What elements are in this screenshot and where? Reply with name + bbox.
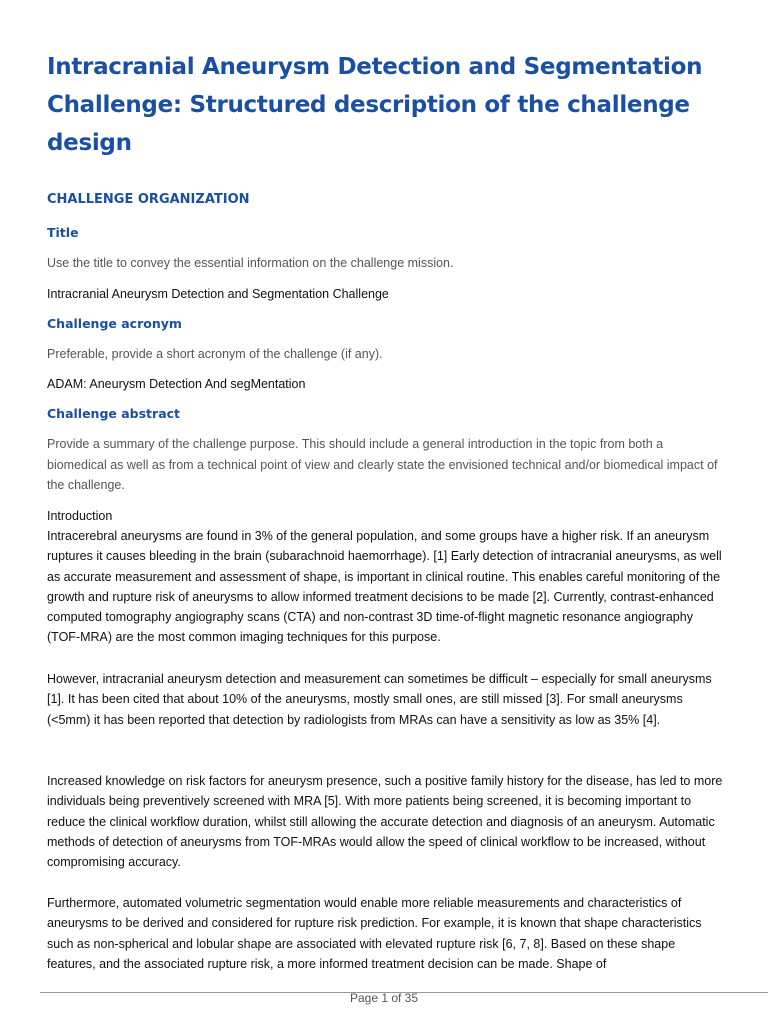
field-answer-acronym: ADAM: Aneurysm Detection And segMentation (47, 377, 306, 391)
document-title: Intracranial Aneurysm Detection and Segmentation Challenge: Structured description of the challenge design (47, 54, 703, 156)
body-paragraph-3: Increased knowledge on risk factors for aneurysm presence, such a positive family history for the disease, has led to more individuals being preventively screened with MRA [5]. With more patients being screened, it is becoming important to reduce the clinical workflow duration, whilst still allowing the accurate detection and diagnosis of an aneurysm. Automatic methods of detection of aneurysms from TOF-MRAs would allow the speed of clinical workflow to be increased, without compromising accuracy. (47, 774, 723, 870)
section-heading-challenge-organization: CHALLENGE ORGANIZATION (47, 192, 250, 207)
field-hint-abstract: Provide a summary of the challenge purpose. This should include a general introduction in the topic from both a biomedical as well as from a technical point of view and clearly state the envisioned technical and/or biomedical impact of the challenge. (47, 437, 718, 492)
field-heading-acronym: Challenge acronym (47, 316, 182, 331)
page-number: Page 1 of 35 (349, 991, 419, 1005)
field-hint-acronym: Preferable, provide a short acronym of the challenge (if any). (47, 347, 383, 361)
body-paragraph-4: Furthermore, automated volumetric segmentation would enable more reliable measurements and characteristics of aneurysms to be derived and considered for rupture risk prediction. For example, it is known that shape characteristics such as non-spherical and lobular shape are associated with elevated rupture risk [6, 7, 8]. Based on these shape features, and the associated rupture risk, a more informed treatment decision can be made. Shape of (47, 896, 702, 971)
field-hint-title: Use the title to convey the essential information on the challenge mission. (47, 256, 454, 270)
field-heading-title: Title (47, 225, 79, 240)
field-heading-abstract: Challenge abstract (47, 406, 181, 421)
body-paragraph-2: However, intracranial aneurysm detection and measurement can sometimes be difficult – especially for small aneurysms [1]. It has been cited that about 10% of the aneurysms, mostly small ones, are still missed [3]. For small aneurysms (<5mm) it has been reported that detection by radiologists from MRAs can have a sensitivity as low as 35% [4]. (47, 672, 712, 727)
field-answer-title: Intracranial Aneurysm Detection and Segmentation Challenge (47, 287, 389, 301)
body-paragraph-1: Intracerebral aneurysms are found in 3% of the general population, and some groups have a higher risk. If an aneurysm ruptures it causes bleeding in the brain (subarachnoid haemorrhage). [1] Early detection of intracranial aneurysms, as well as accurate measurement and assessment of shape, is important in clinical routine. This enables careful monitoring of the growth and rupture risk of aneurysms to allow informed treatment decisions to be made [2]. Currently, contrast-enhanced computed tomography angiography scans (CTA) and non-contrast 3D time-of-flight magnetic resonance angiography (TOF-MRA) are the most common imaging techniques for this purpose. (47, 529, 722, 645)
introduction-label: Introduction (47, 509, 113, 523)
